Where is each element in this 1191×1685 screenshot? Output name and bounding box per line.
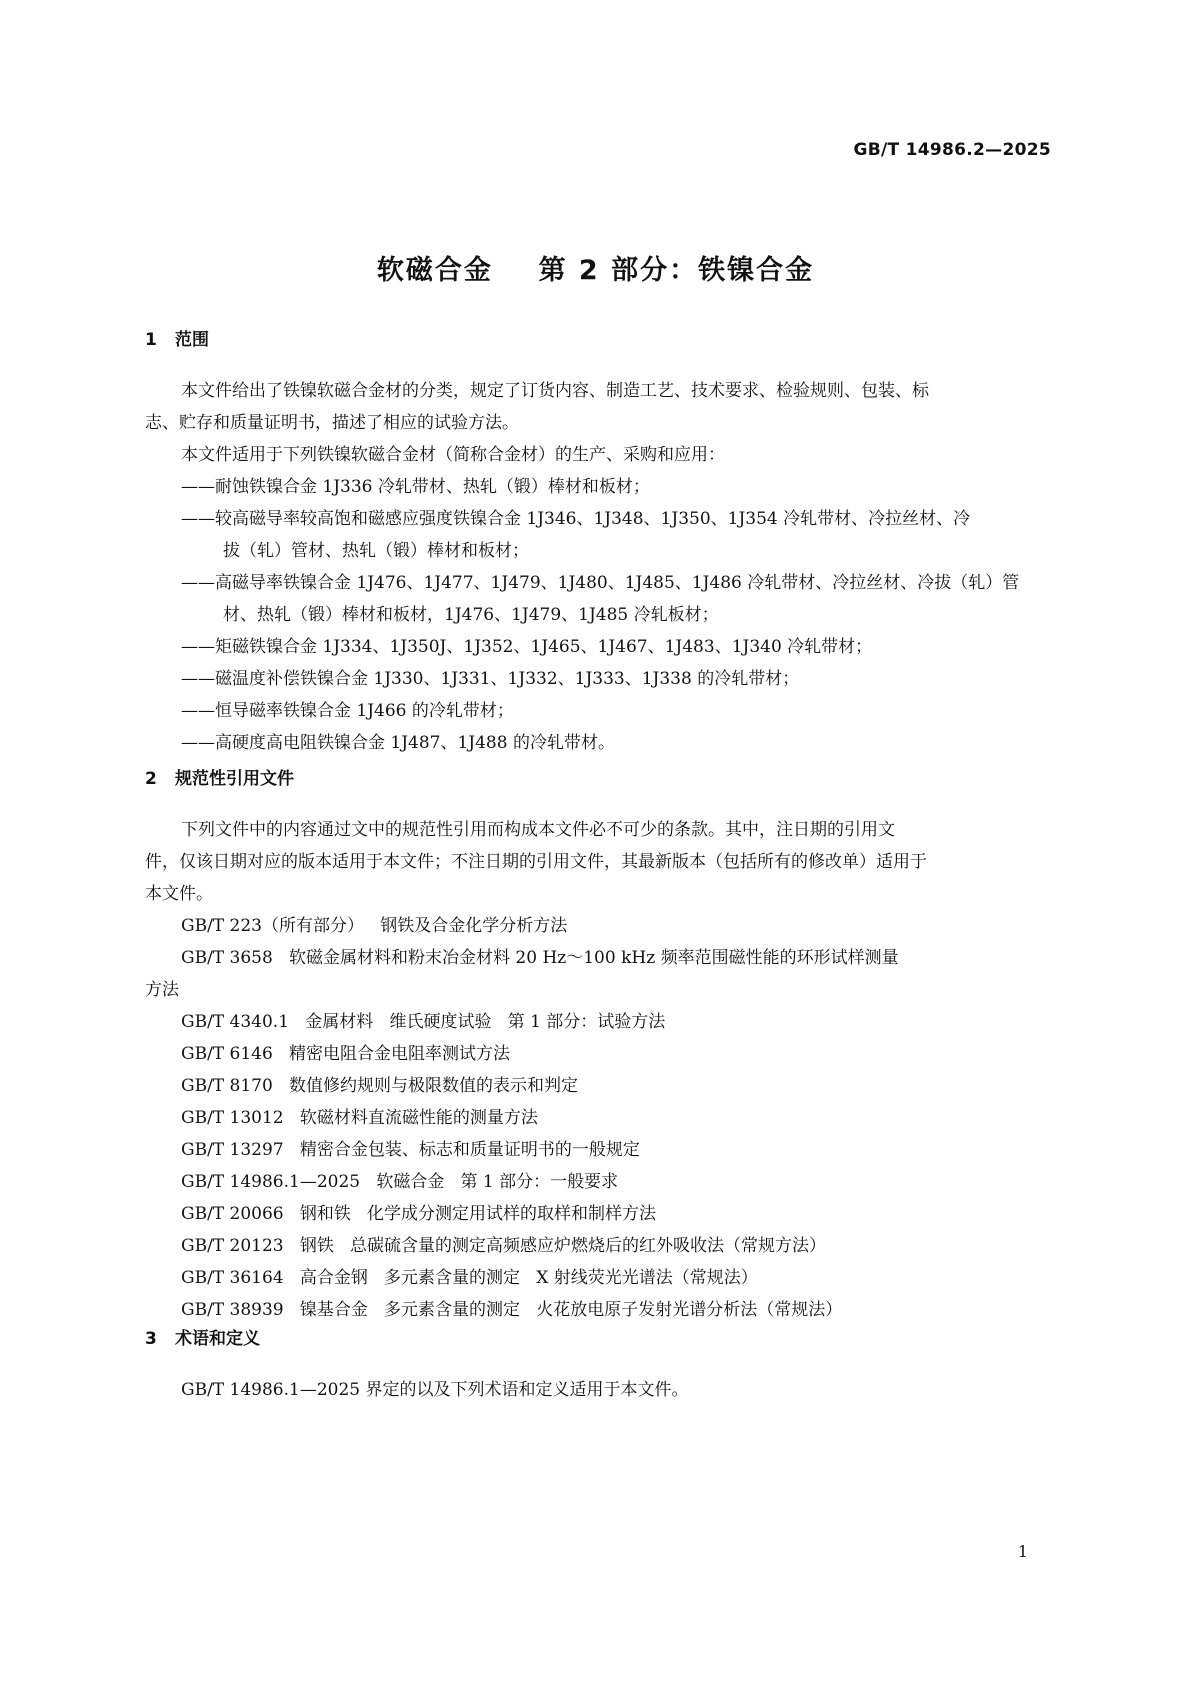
section-3-number: 3	[145, 1329, 157, 1349]
list-item: ——高磁导率铁镍合金 1J476、1J477、1J479、1J480、1J485、1J486 冷轧带材、冷拉丝材、冷拔（轧）管	[181, 573, 1020, 593]
section-2-heading	[145, 764, 294, 789]
list-item-continuation: 拔（轧）管材、热轧（锻）棒材和板材；	[223, 541, 529, 561]
reference-item: GB/T 38939 镍基合金 多元素含量的测定 火花放电原子发射光谱分析法（常规法）	[181, 1300, 843, 1320]
reference-item-continuation: 方法	[145, 980, 179, 1000]
paragraph-line: 件，仅该日期对应的版本适用于本文件；不注日期的引用文件，其最新版本（包括所有的修改单）适用于	[145, 852, 927, 872]
reference-item: GB/T 20123 钢铁 总碳硫含量的测定高频感应炉燃烧后的红外吸收法（常规方法）	[181, 1236, 827, 1256]
section-2-title: 规范性引用文件	[175, 769, 294, 789]
reference-item: GB/T 223（所有部分） 钢铁及合金化学分析方法	[181, 916, 568, 936]
section-3-body	[145, 1374, 1060, 1406]
reference-item: GB/T 13012 软磁材料直流磁性能的测量方法	[181, 1108, 538, 1128]
section-2-body	[145, 814, 1060, 1326]
reference-item: GB/T 13297 精密合金包装、标志和质量证明书的一般规定	[181, 1140, 640, 1160]
reference-item: GB/T 3658 软磁金属材料和粉末冶金材料 20 Hz～100 kHz 频率范围磁性能的环形试样测量	[181, 948, 899, 968]
reference-item: GB/T 36164 高合金钢 多元素含量的测定 X 射线荧光光谱法（常规法）	[181, 1268, 758, 1288]
paragraph-line: GB/T 14986.1—2025 界定的以及下列术语和定义适用于本文件。	[181, 1380, 689, 1400]
reference-item: GB/T 14986.1—2025 软磁合金 第 1 部分：一般要求	[181, 1172, 619, 1192]
paragraph-line: 本文件给出了铁镍软磁合金材的分类，规定了订货内容、制造工艺、技术要求、检验规则、包装、标	[181, 381, 929, 401]
reference-item: GB/T 20066 钢和铁 化学成分测定用试样的取样和制样方法	[181, 1204, 657, 1224]
section-3-heading	[145, 1324, 260, 1349]
list-item: ——恒导磁率铁镍合金 1J466 的冷轧带材；	[181, 701, 514, 721]
section-1-title: 范围	[175, 330, 209, 350]
list-item: ——高硬度高电阻铁镍合金 1J487、1J488 的冷轧带材。	[181, 733, 615, 753]
paragraph-line: 志、贮存和质量证明书，描述了相应的试验方法。	[145, 413, 519, 433]
paragraph-line: 本文件适用于下列铁镍软磁合金材（简称合金材）的生产、采购和应用：	[181, 445, 725, 465]
list-item: ——磁温度补偿铁镍合金 1J330、1J331、1J332、1J333、1J338 的冷轧带材；	[181, 669, 800, 689]
list-item: ——耐蚀铁镍合金 1J336 冷轧带材、热轧（锻）棒材和板材；	[181, 477, 650, 497]
list-item: ——较高磁导率较高饱和磁感应强度铁镍合金 1J346、1J348、1J350、1J354 冷轧带材、冷拉丝材、冷	[181, 509, 971, 529]
section-1-body	[145, 375, 1060, 759]
paragraph-line: 本文件。	[145, 884, 213, 904]
reference-item: GB/T 6146 精密电阻合金电阻率测试方法	[181, 1044, 511, 1064]
section-1-number: 1	[145, 330, 157, 350]
section-1-heading	[145, 325, 209, 350]
section-3-title: 术语和定义	[175, 1329, 260, 1349]
list-item-continuation: 材、热轧（锻）棒材和板材，1J476、1J479、1J485 冷轧板材；	[223, 605, 719, 625]
reference-item: GB/T 4340.1 金属材料 维氏硬度试验 第 1 部分：试验方法	[181, 1012, 666, 1032]
section-2-number: 2	[145, 769, 157, 789]
document-title: 软磁合金 第 2 部分：铁镍合金	[376, 255, 815, 286]
standard-number: GB/T 14986.2—2025	[853, 140, 1051, 160]
reference-item: GB/T 8170 数值修约规则与极限数值的表示和判定	[181, 1076, 579, 1096]
paragraph-line: 下列文件中的内容通过文中的规范性引用而构成本文件必不可少的条款。其中，注日期的引用文	[181, 820, 895, 840]
list-item: ——矩磁铁镍合金 1J334、1J350J、1J352、1J465、1J467、1J483、1J340 冷轧带材；	[181, 637, 873, 657]
page-number: 1	[1017, 1542, 1028, 1561]
